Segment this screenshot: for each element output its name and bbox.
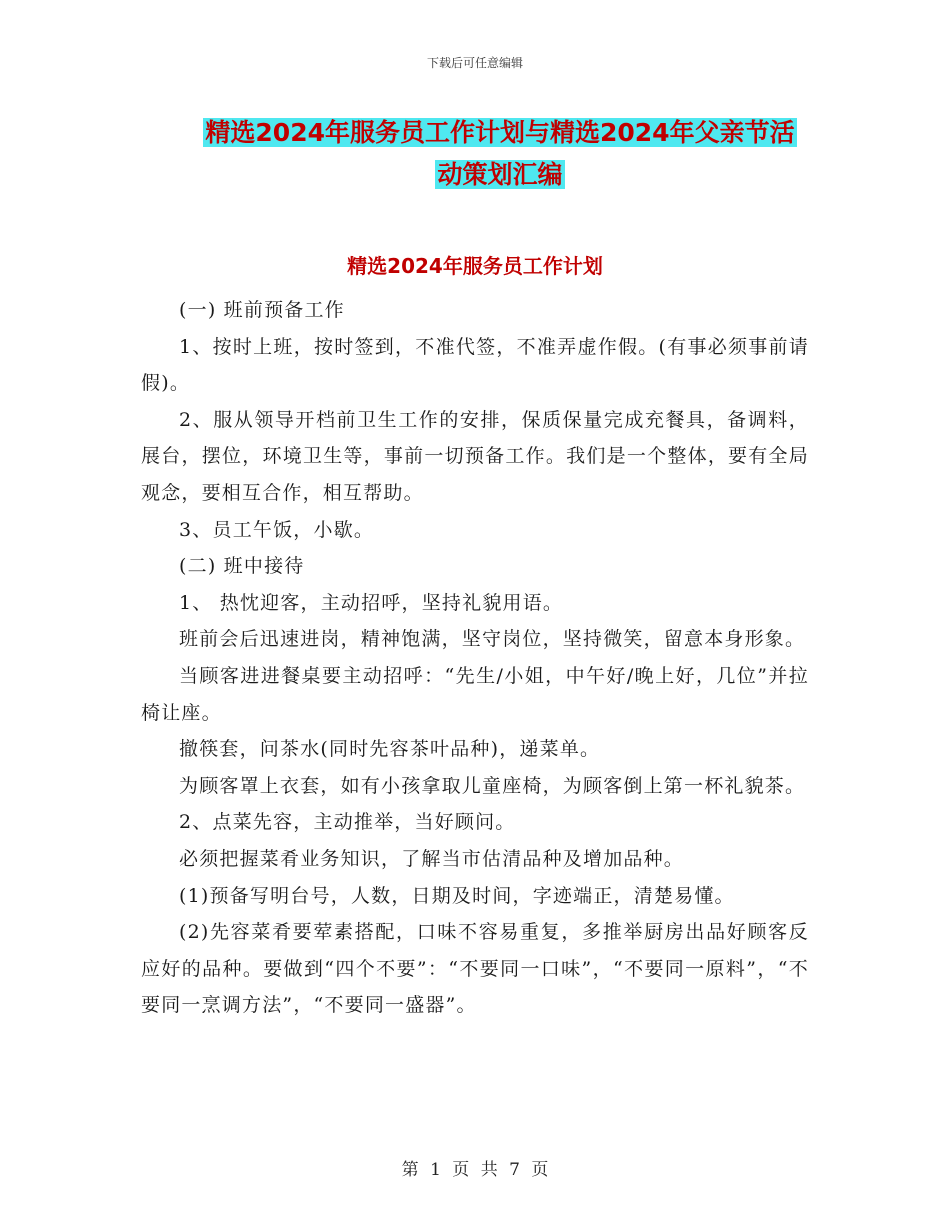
paragraph: 必须把握菜肴业务知识，了解当市估清品种及增加品种。	[179, 847, 685, 870]
document-title	[140, 112, 860, 196]
paragraph: 1、 热忱迎客，主动招呼，坚持礼貌用语。	[179, 591, 564, 614]
page-header-note: 下载后可任意编辑	[426, 56, 523, 70]
document-title-line-1: 精选2024年服务员工作计划与精选2024年父亲节活	[205, 118, 795, 147]
document-title-line-2: 动策划汇编	[437, 160, 563, 189]
paragraph: 3、员工午饭，小歇。	[179, 518, 375, 541]
paragraph: (1)预备写明台号，人数，日期及时间，字迹端正，清楚易懂。	[179, 884, 735, 907]
paragraph: (二) 班中接待	[179, 555, 305, 578]
paragraph: 当顾客进进餐桌要主动招呼：“先生/小姐，中午好/晚上好，几位”并拉椅让座。	[141, 664, 809, 724]
paragraph: (2)先容菜肴要荤素搭配，口味不容易重复，多推举厨房出品好顾客反应好的品种。要做到“四个不要”：“不要同一口味”，“不要同一原料”，“不要同一烹调方法”，“不要同一盛器”。	[141, 921, 809, 1017]
paragraph: 2、点菜先容，主动推举，当好顾问。	[179, 811, 516, 834]
paragraph: 班前会后迅速进岗，精神饱满，坚守岗位，坚持微笑，留意本身形象。	[179, 628, 806, 651]
paragraph: 2、服从领导开档前卫生工作的安排，保质保量完成充餐具，备调料，展台，摆位，环境卫生等，事前一切预备工作。我们是一个整体，要有全局观念，要相互合作，相互帮助。	[141, 408, 809, 504]
page-footer: 第 1 页 共 7 页	[401, 1160, 549, 1180]
paragraph: 为顾客罩上衣套，如有小孩拿取儿童座椅，为顾客倒上第一杯礼貌茶。	[179, 774, 806, 797]
paragraph: 撤筷套，问茶水(同时先容茶叶品种)，递菜单。	[179, 738, 601, 761]
paragraph: 1、按时上班，按时签到，不准代签，不准弄虚作假。(有事必须事前请假)。	[141, 335, 809, 395]
paragraph: (一) 班前预备工作	[179, 299, 345, 321]
section-title: 精选2024年服务员工作计划	[347, 254, 603, 278]
document-body	[141, 292, 809, 1024]
